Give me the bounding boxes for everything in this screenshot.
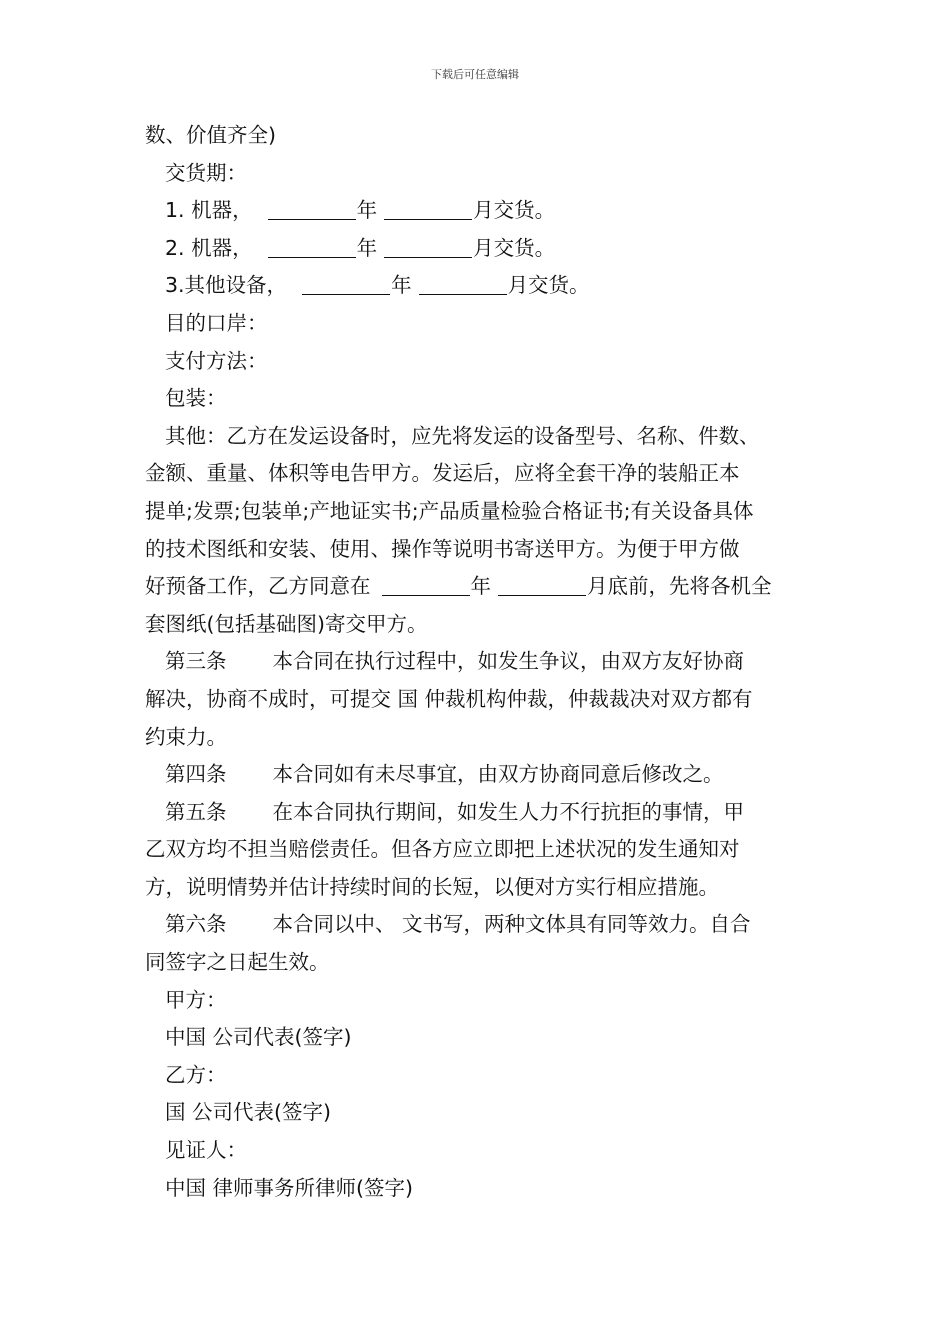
year-blank xyxy=(268,235,356,258)
witness-label: 见证人： xyxy=(165,1138,247,1163)
payment-method: 支付方法： xyxy=(165,348,268,373)
party-b-signature: 国 公司代表(签字) xyxy=(165,1100,332,1125)
text-line: 金额、重量、体积等电告甲方。发运后，应将全套干净的装船正本 xyxy=(145,461,740,486)
party-a-label: 甲方： xyxy=(165,987,227,1012)
text-line: 套图纸(包括基础图)寄交甲方。 xyxy=(145,611,428,636)
delivery-item-2 xyxy=(145,230,815,268)
text-line: 乙双方均不担当赔偿责任。但各方应立即把上述状况的发生通知对 xyxy=(145,837,740,862)
destination-port: 目的口岸： xyxy=(165,310,268,335)
month-label: 月交货。 xyxy=(473,198,556,223)
year-label: 年 xyxy=(356,198,378,223)
article-number: 第五条 xyxy=(165,799,227,824)
item-label: 3.其他设备， xyxy=(165,273,288,298)
article-number: 第六条 xyxy=(165,912,227,937)
month-label: 月交货。 xyxy=(507,273,590,298)
other-terms-line: 其他：乙方在发运设备时，应先将发运的设备型号、名称、件数、 xyxy=(165,423,760,448)
document-body xyxy=(145,117,815,1207)
text-line: 方，说明情势并估计持续时间的长短，以便对方实行相应措施。 xyxy=(145,874,719,899)
month-blank xyxy=(384,235,472,258)
year-label: 年 xyxy=(470,574,491,599)
party-a-signature: 中国 公司代表(签字) xyxy=(165,1025,352,1050)
year-label: 年 xyxy=(356,235,378,260)
month-label: 月交货。 xyxy=(473,235,556,260)
article-number: 第三条 xyxy=(165,649,227,674)
article-text: 本合同如有未尽事宜，由双方协商同意后修改之。 xyxy=(272,762,724,787)
witness-signature: 中国 律师事务所律师(签字) xyxy=(165,1175,414,1200)
party-b-label: 乙方： xyxy=(165,1062,227,1087)
year-blank xyxy=(382,573,470,596)
month-blank xyxy=(384,197,472,220)
item-label: 1. 机器， xyxy=(165,198,253,223)
item-label: 2. 机器， xyxy=(165,235,253,260)
year-blank xyxy=(268,197,356,220)
month-blank xyxy=(498,573,586,596)
delivery-item-1 xyxy=(145,192,815,230)
article-text: 本合同在执行过程中，如发生争议，由双方友好协商 xyxy=(272,649,744,674)
text-line xyxy=(145,568,815,606)
month-blank xyxy=(419,272,507,295)
article-3 xyxy=(145,643,815,681)
article-text: 本合同以中、 文书写，两种文体具有同等效力。自合 xyxy=(272,912,751,937)
article-text: 在本合同执行期间，如发生人力不行抗拒的事情，甲 xyxy=(272,799,744,824)
text-line: 数、价值齐全) xyxy=(145,123,276,147)
article-5 xyxy=(145,794,815,832)
year-label: 年 xyxy=(391,273,412,298)
page-header: 下载后可任意编辑 xyxy=(431,68,519,81)
text-segment: 好预备工作，乙方同意在 xyxy=(145,574,371,599)
article-number: 第四条 xyxy=(165,762,227,787)
text-line: 提单;发票;包装单;产地证实书;产品质量检验合格证书;有关设备具体 xyxy=(145,498,754,523)
text-line: 约束力。 xyxy=(145,724,227,749)
year-blank xyxy=(302,272,390,295)
packaging: 包装： xyxy=(165,386,227,411)
article-4 xyxy=(145,756,815,794)
text-segment: 月底前，先将各机全 xyxy=(587,574,772,599)
text-line: 的技术图纸和安装、使用、操作等说明书寄送甲方。为便于甲方做 xyxy=(145,536,740,561)
article-6 xyxy=(145,906,815,944)
text-line: 同签字之日起生效。 xyxy=(145,950,330,975)
delivery-item-3 xyxy=(145,267,815,305)
delivery-period-heading: 交货期： xyxy=(165,160,247,185)
text-line: 解决，协商不成时，可提交 国 仲裁机构仲裁，仲裁裁决对双方都有 xyxy=(145,686,753,711)
